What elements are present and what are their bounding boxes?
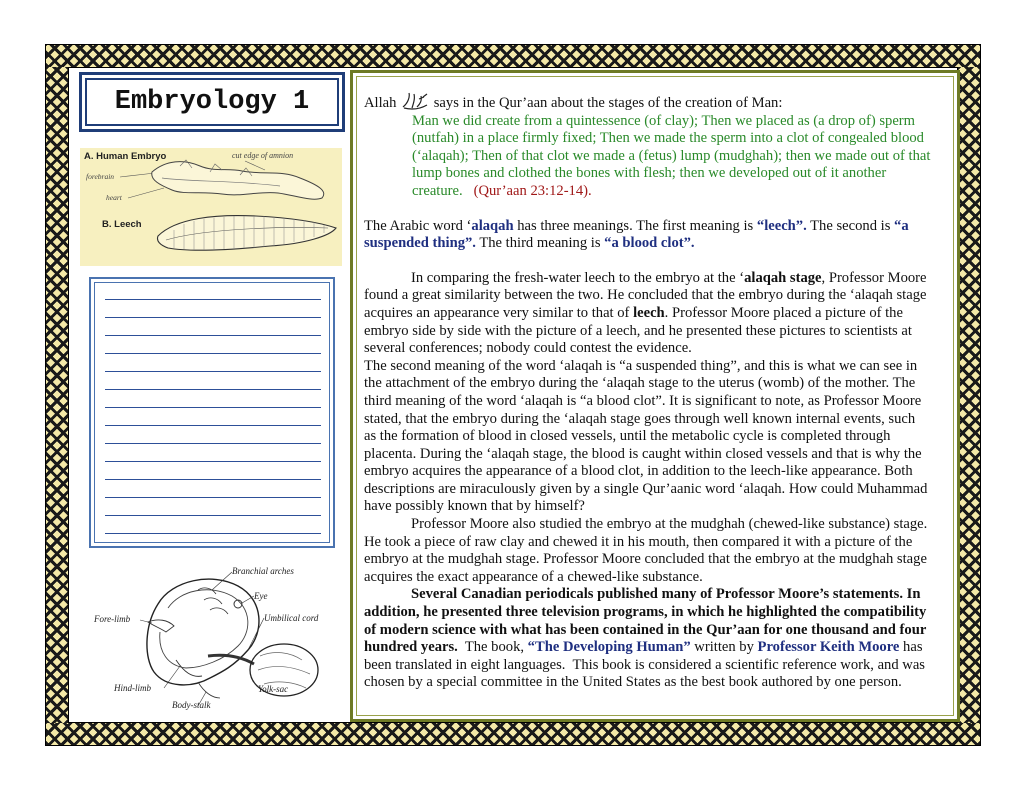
para1-line-2: found a great similarity between the two. He concluded that the embryo during the ‘alaqah stage <box>364 287 927 304</box>
sketch-label-branchial-arches: Branchial arches <box>232 566 294 576</box>
para1-line-4: embryo side by side with the picture of a leech, and he presented these pictures to scientists at <box>364 322 912 339</box>
para1-line-3 <box>364 305 960 323</box>
figure-annotation-amnion: cut edge of amnion <box>232 151 294 160</box>
para4-line-1: Several Canadian periodicals published many of Professor Moore’s statements. In <box>411 586 921 603</box>
quran-quote-line-1: Man we did create from a quintessence (of clay); Then we placed as (a drop of) sperm <box>412 112 916 129</box>
para2-line-2: the attachment of the embryo during the ‘alaqah stage to the uterus (womb) of the mother. The <box>364 375 916 392</box>
quran-quote-line-3: (‘alaqah); Then of that clot we made a (fetus) lump (mudghah); then we made out of that <box>412 147 931 164</box>
border-band-top <box>46 45 980 68</box>
writing-line <box>105 461 321 462</box>
writing-line <box>105 353 321 354</box>
para1-bold: leech <box>633 304 665 321</box>
book-author: Professor Keith Moore <box>757 639 900 656</box>
sketch-label-hind-limb: Hind-limb <box>114 683 151 693</box>
meanings-line-1 <box>364 218 960 236</box>
para1-text: , Professor Moore <box>821 269 927 286</box>
para1-bold: alaqah stage <box>744 269 822 286</box>
intro-line <box>364 91 960 113</box>
para1-text: . Professor Moore placed a picture of the <box>664 304 903 321</box>
figure-a-label: A. Human Embryo <box>84 151 167 162</box>
quran-quote-line-2: (nutfah) in a place firmly fixed; Then we made the sperm into a clot of congealed blood <box>412 130 924 147</box>
title-box <box>79 72 345 132</box>
meaning-suspended: “a <box>894 217 909 234</box>
writing-line <box>105 317 321 318</box>
border-band-left <box>46 67 69 723</box>
quran-quote-line-5 <box>412 183 960 201</box>
writing-line <box>105 479 321 480</box>
figure-annotation-forebrain: forebrain <box>86 172 115 181</box>
figure-b-label: B. Leech <box>102 219 142 230</box>
para4-text: has <box>899 639 923 656</box>
para4-line-5: been translated in eight languages. This book is considered a scientific reference work, and was <box>364 656 925 673</box>
para4-line-4 <box>364 639 960 657</box>
writing-line <box>105 443 321 444</box>
page-title: Embryology 1 <box>85 78 339 126</box>
writing-line <box>105 299 321 300</box>
writing-line <box>105 407 321 408</box>
para1-line-1 <box>364 270 960 288</box>
para4-text: The book, <box>457 639 528 656</box>
writing-line <box>105 515 321 516</box>
meanings-line-2 <box>364 235 960 253</box>
intro-prefix: Allah <box>364 95 397 111</box>
para4-line-6: chosen by a special committee in the United States as the best book authored by one person. <box>364 674 902 691</box>
writing-line <box>105 497 321 498</box>
embryo-sketch-figure <box>88 560 340 720</box>
writing-line <box>105 425 321 426</box>
meanings-text: has three meanings. The first meaning is <box>513 217 757 234</box>
meaning-suspended-cont: suspended thing”. <box>364 235 476 252</box>
sketch-label-yolk-sac: Yolk-sac <box>258 684 289 694</box>
para3-line-2: He took a piece of raw clay and chewed it in his mouth, then compared it with a picture of the <box>364 533 913 550</box>
para4-line-2: addition, he presented three television programs, in which he highlighted the compatibility <box>364 604 927 621</box>
meanings-text: The third meaning is <box>475 235 605 252</box>
book-title: “The Developing Human” <box>527 639 691 656</box>
intro-suffix: says in the Qur’aan about the stages of the creation of Man: <box>433 95 783 111</box>
para1-line-5: several conferences; nobody could contest the evidence. <box>364 340 692 357</box>
para3-line-1: Professor Moore also studied the embryo at the mudghah (chewed-like substance) stage. <box>411 516 928 533</box>
article-text <box>364 91 960 692</box>
quran-reference: (Qur’aan 23:12-14). <box>473 182 592 199</box>
writing-line <box>105 389 321 390</box>
calligraphy-icon <box>400 91 430 111</box>
para2-line-3: third meaning of the word ‘alaqah is “a blood clot”. It is significant to note, as Professor Moore <box>364 392 922 409</box>
writing-line <box>105 335 321 336</box>
writing-line <box>105 533 321 534</box>
para4-text: written by <box>690 639 758 656</box>
para4-bold: hundred years. <box>364 639 458 656</box>
meanings-text: The Arabic word ‘ <box>364 217 472 234</box>
sketch-label-eye: Eye <box>254 591 268 601</box>
para3-line-4: acquires the exact appearance of a chewed-like substance. <box>364 568 703 585</box>
word-alaqah: alaqah <box>471 217 514 234</box>
embryo-leech-figure <box>80 148 342 266</box>
para3-line-3: embryo at the mudghah stage. Professor Moore concluded that the embryo at the mudghah stage <box>364 551 927 568</box>
writing-lines-box <box>89 277 335 548</box>
para1-text: acquires an appearance very similar to that of <box>364 304 634 321</box>
quote-last-word: creature. <box>412 182 463 199</box>
para2-line-7: embryo acquires the appearance of a blood clot, in addition to the leech-like appearance. Both <box>364 463 913 480</box>
writing-lines <box>94 282 330 543</box>
meaning-leech: “leech”. <box>756 217 807 234</box>
para2-line-4: stated, that the embryo during the ‘alaqah stage goes through well known internal events, such <box>364 410 916 427</box>
para1-text: In comparing the fresh-water leech to the embryo at the ‘ <box>411 269 745 286</box>
quran-quote-line-4: lump bones and clothed the bones with flesh; then we developed out of it another <box>412 165 887 182</box>
border-band-bottom <box>46 722 980 745</box>
para2-line-5: as the formation of blood in closed vessels, until the metabolic cycle is completed through <box>364 428 891 445</box>
writing-line <box>105 371 321 372</box>
para2-line-6: placenta. During the ‘alaqah stage, the blood is caught within closed vessels and that is why the <box>364 445 922 462</box>
border-band-right <box>957 67 980 723</box>
text-panel <box>350 70 960 722</box>
sketch-label-umbilical-cord: Umbilical cord <box>264 613 319 623</box>
para2-line-9: have possibly known that by himself? <box>364 498 585 515</box>
meaning-blood-clot: “a blood clot”. <box>604 235 695 252</box>
sketch-label-fore-limb: Fore-limb <box>94 614 131 624</box>
meanings-text: The second is <box>806 217 895 234</box>
para2-line-1: The second meaning of the word ‘alaqah is “a suspended thing”, and this is what we can see in <box>364 357 918 374</box>
sketch-label-body-stalk: Body-stalk <box>172 700 211 710</box>
figure-annotation-heart: heart <box>106 193 122 202</box>
para2-line-8: descriptions are miraculously given by a single Qur’aanic word ‘alaqah. How could Muhammad <box>364 480 928 497</box>
para4-line-3: of modern science with what has been contained in the Qur’aan for one thousand and four <box>364 621 927 638</box>
